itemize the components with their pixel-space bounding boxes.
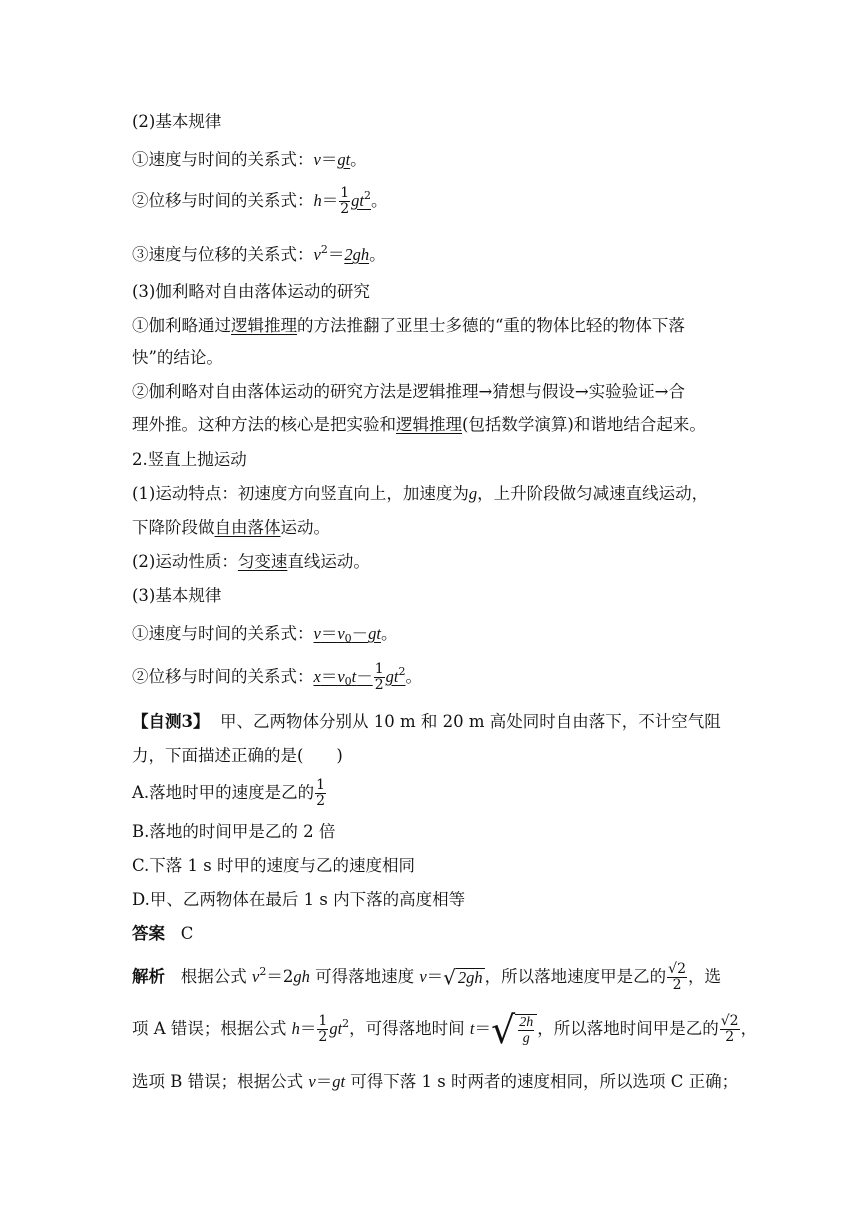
var-v0: v	[337, 667, 345, 686]
text: (1)运动特点：初速度方向竖直向上，加速度为	[132, 484, 469, 503]
text: (3)伽利略对自由落体运动的研究	[132, 282, 370, 301]
paragraph-motion-nature	[132, 550, 370, 574]
var-h: h	[313, 191, 322, 210]
text: 。	[405, 667, 423, 686]
text: ②位移与时间的关系式：	[132, 191, 314, 210]
analysis-label: 解析	[132, 967, 165, 986]
answer-gt: gt	[351, 191, 365, 210]
answer-uniform-variable: 匀变速	[237, 552, 288, 571]
text: ①速度与时间的关系式：	[132, 624, 314, 643]
text: ②伽利略对自由落体运动的研究方法是逻辑推理→猜想与假设→实验验证→合	[132, 382, 685, 401]
text: 运动。	[280, 518, 330, 537]
formula-velocity-displacement	[132, 238, 386, 267]
heading-basic-laws	[132, 110, 221, 134]
text: 根据公式	[180, 967, 247, 986]
superscript: 2	[320, 243, 328, 256]
paragraph-motion-features	[132, 482, 708, 506]
text: 可得落地速度	[315, 967, 415, 986]
text: 。	[381, 624, 398, 643]
answer-2gh: 2gh	[344, 245, 370, 264]
paragraph-galileo-2-cont	[132, 413, 706, 437]
text: C.下落 1 s 时甲的速度与乙的速度相同	[132, 856, 415, 875]
var-v0: v	[337, 624, 345, 643]
var-gt: gt	[385, 667, 399, 686]
analysis-line-2	[132, 1007, 758, 1052]
var-x: x	[313, 667, 321, 686]
equals: ＝	[426, 967, 444, 986]
text: ①速度与时间的关系式：	[132, 150, 314, 169]
var-v: v	[313, 245, 321, 264]
text: 快”的结论。	[132, 348, 223, 367]
text: ②位移与时间的关系式：	[132, 667, 314, 686]
option-c	[132, 854, 415, 878]
text: 甲、乙两物体分别从 10 m 和 20 m 高处同时自由落下，不计空气阻	[219, 712, 721, 731]
minus: －	[351, 624, 369, 643]
heading-vertical-throw	[132, 448, 247, 472]
answer-free-fall: 自由落体	[214, 518, 281, 537]
text: (3)基本规律	[132, 586, 222, 605]
var-v: v	[313, 150, 321, 169]
formula-displacement-time	[132, 184, 388, 217]
text: ，所以落地时间甲是乙的	[537, 1019, 719, 1038]
var-v: v	[308, 1072, 316, 1091]
fraction-sqrt2-over-2: $\frac{√2}{2}$	[720, 1013, 739, 1045]
var-gt: gt	[329, 1019, 343, 1038]
text: 的方法推翻了亚里士多德的“重的物体比轻的物体下落	[297, 316, 685, 335]
text: 可得下落 1 s 时两者的速度相同，所以选项 C 正确；	[350, 1072, 739, 1091]
answer-label: 答案	[132, 924, 165, 943]
text: ①伽利略通过	[132, 316, 231, 335]
fraction-half: $\frac{1}{2}$	[316, 777, 326, 809]
paragraph-galileo-1	[132, 314, 685, 338]
fraction-sqrt2-over-2: $\frac{√2}{2}$	[668, 961, 686, 993]
option-b	[132, 820, 335, 844]
var-v: v	[419, 967, 427, 986]
var-t: t	[469, 1019, 475, 1038]
equals: ＝	[474, 1019, 492, 1038]
question-stem-cont	[132, 744, 343, 768]
text: A.落地时甲的速度是乙的	[132, 783, 315, 802]
var-gt: gt	[368, 624, 381, 643]
option-d	[132, 888, 465, 912]
analysis-line-3	[132, 1070, 738, 1094]
var-h: h	[291, 1019, 300, 1038]
text: 。	[371, 191, 388, 210]
analysis-line-1	[132, 960, 721, 993]
answer-gt: gt	[337, 150, 351, 169]
equals: ＝	[320, 624, 338, 643]
paragraph-galileo-2	[132, 380, 685, 404]
var-gh: gh	[293, 967, 310, 986]
subscript: 0	[344, 632, 352, 645]
answer-line	[132, 922, 193, 946]
equals: ＝	[320, 667, 338, 686]
var-v: v	[313, 624, 321, 643]
var-gt: gt	[332, 1072, 346, 1091]
fraction-half: $\frac{1}{2}$	[374, 661, 384, 693]
var-t: t	[351, 667, 357, 686]
subscript: 0	[344, 675, 352, 688]
text: (2)运动性质：	[132, 552, 238, 571]
equals: ＝	[320, 150, 338, 169]
text: 选项 B 错误；根据公式	[132, 1072, 304, 1091]
text: 直线运动。	[287, 552, 370, 571]
fraction-half: $\frac{1}{2}$	[318, 1013, 328, 1045]
minus: －	[356, 667, 373, 686]
text: 力，下面描述正确的是( )	[132, 746, 343, 765]
equals: ＝	[299, 1019, 317, 1038]
paragraph-motion-features-cont	[132, 516, 330, 540]
text: ③速度与位移的关系式：	[132, 245, 314, 264]
heading-basic-laws-2	[132, 584, 221, 608]
superscript: 2	[364, 189, 372, 202]
formula-throw-displacement	[132, 660, 422, 694]
equals: ＝	[321, 191, 339, 210]
text: B.落地的时间甲是乙的 2 倍	[132, 822, 336, 841]
paragraph-galileo-1-cont	[132, 346, 223, 370]
text: ，所以落地速度甲是乙的	[484, 967, 667, 986]
text: ，上升阶段做匀减速直线运动，	[477, 484, 709, 503]
superscript: 2	[342, 1017, 350, 1030]
question-label: 【自测3】	[132, 712, 210, 731]
var-v: v	[252, 967, 260, 986]
var-g: g	[468, 484, 478, 503]
equals: ＝	[327, 245, 345, 264]
sqrt-2gh: √ 2gh	[443, 965, 483, 990]
text: ，选	[688, 967, 721, 986]
text: (包括数学演算)和谐地结合起来。	[462, 415, 706, 434]
formula-throw-velocity	[132, 622, 398, 651]
answer-logic: 逻辑推理	[396, 415, 462, 434]
text: 理外推。这种方法的核心是把实验和	[132, 415, 396, 434]
sqrt-2h-over-g: √ $\frac{2h}{g}$	[491, 1014, 537, 1046]
formula-velocity-time	[132, 148, 367, 172]
option-a	[132, 778, 327, 809]
text: ，	[740, 1019, 758, 1038]
heading-galileo	[132, 280, 370, 304]
superscript: 2	[259, 965, 267, 978]
text: 2.竖直上抛运动	[132, 450, 247, 469]
fraction-half: $\frac{1}{2}$	[340, 185, 350, 217]
text: 项 A 错误；根据公式	[132, 1019, 287, 1038]
question-stem	[132, 710, 721, 734]
text: D.甲、乙两物体在最后 1 s 内下落的高度相等	[132, 890, 466, 909]
superscript: 2	[398, 665, 406, 678]
equals: ＝2	[266, 967, 294, 986]
text: (2)基本规律	[132, 112, 222, 131]
text: ，可得落地时间	[349, 1019, 465, 1038]
equals: ＝	[315, 1072, 333, 1091]
text: 。	[369, 245, 386, 264]
text: 。	[350, 150, 367, 169]
answer-logic: 逻辑推理	[231, 316, 297, 335]
answer-value: C	[180, 924, 194, 943]
text: 下降阶段做	[132, 518, 215, 537]
